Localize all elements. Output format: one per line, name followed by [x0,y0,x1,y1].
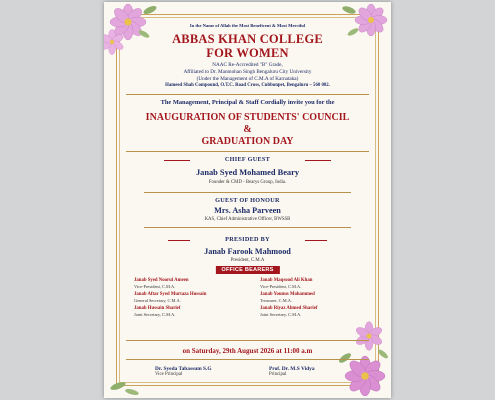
divider [144,227,351,228]
event-date-time: on Saturday, 29th August 2026 at 11:00 a.m [182,347,313,355]
chief-guest-role: Founder & CMD - Bearys Group, India. [208,180,287,185]
office-bearer [134,278,189,289]
office-bearer [134,306,180,317]
divider [126,151,369,152]
office-bearers-label: OFFICE BEARERS [215,266,279,274]
office-bearer-role: Joint Secretary, C.M.A. [260,311,302,317]
office-bearer [260,292,315,303]
divider [126,94,369,95]
bismillah-text: In the Name of Allah the Most Beneficent & Most Merciful [189,23,306,28]
accreditation-text: NAAC Re-Accredited "B" Grade, [212,62,283,68]
divider [126,340,369,341]
affiliation-text: Affiliated to Dr. Manmohan Singh Bengaluru City University [183,69,312,75]
office-bearer-name: Janab Riyaz Ahmed Sharief [260,306,318,311]
address-text: Hameed Shah Compound, O.T.C. Road Cross, Cubbonpet, Bengaluru – 560 002. [165,83,330,88]
president-role: President, C.M.A [230,258,265,263]
divider [126,359,369,360]
principal-name: Prof. Dr. M.S Vidya [269,366,315,372]
invitation-content [104,2,391,398]
office-bearer-name: Janab Maqsood Ali Khan [260,278,313,283]
vice-principal-name: Dr. Syeda Tabassum S.G [155,366,212,372]
office-bearer-name: Janab Hussain Sharief [134,306,181,311]
chief-guest-label: CHIEF GUEST [224,156,271,163]
event-title-line2: GRADUATION DAY [201,136,294,147]
vice-principal-role: Vice Principal [155,372,183,377]
office-bearer-role: General Secretary, C.M.A. [134,297,181,303]
management-text: (Under the Management of C.M.A of Karnataka) [196,76,299,82]
office-bearer-role: Vice-President, C.M.A. [260,283,302,289]
office-bearer [260,306,317,317]
president-name: Janab Farook Mahmood [204,247,291,256]
invitation-card [104,2,391,398]
vice-principal-signatory [155,366,212,377]
college-name-line1: ABBAS KHAN COLLEGE [172,32,323,46]
office-bearer-role: Joint Secretary, C.M.A. [134,311,176,317]
principal-role: Principal [269,372,287,377]
office-bearer-name: Janab Syed Noorul Ameen [134,278,189,283]
college-name-line2: FOR WOMEN [206,46,289,60]
principal-signatory [269,366,315,377]
office-bearer-role: Vice-President, C.M.A. [134,283,176,289]
guest-of-honour-label: GUEST OF HONOUR [215,197,280,204]
office-bearer [260,278,312,289]
office-bearer-role: Treasurer, C.M.A. [260,297,292,303]
office-bearer-name: Janab Aftar Syed Murtaza Hussain [134,292,207,297]
event-title-ampersand: & [243,124,252,135]
chief-guest-name: Janab Syed Mohamed Beary [195,168,300,177]
divider [144,192,351,193]
office-bearer [134,292,206,303]
office-bearer-name: Janab Younus Mohammed [260,292,315,297]
event-title-line1: INAUGURATION OF STUDENTS' COUNCIL [145,112,350,123]
invite-line: The Management, Principal & Staff Cordially invite you for the [160,99,335,106]
guest-of-honour-name: Mrs. Asha Parveen [214,206,281,215]
guest-of-honour-role: KAS, Chief Administrative Officer, BWSSB [204,217,291,222]
presided-by-label: PRESIDED BY [225,236,270,243]
